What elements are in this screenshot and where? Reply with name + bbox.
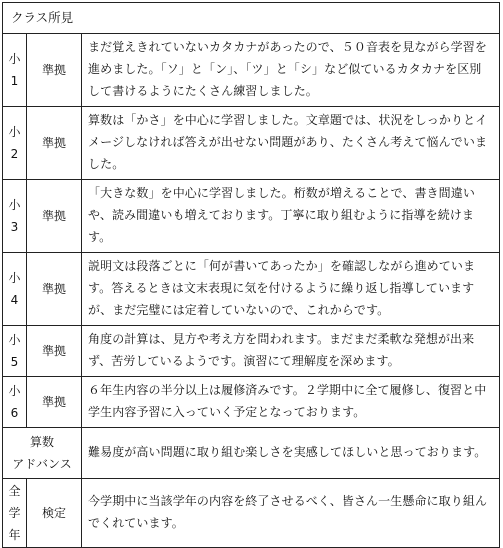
grade-number: 1 [10, 74, 19, 88]
grade-label: 小 [8, 271, 21, 285]
grade-number: 2 [10, 147, 19, 161]
level-cell: 準拠 [27, 34, 82, 107]
comment-cell: まだ覚えきれていないカタカナがあったので、５０音表を見ながら学習を進めました。「ソ」と「ン」、「ツ」と「シ」など似ているカタカナを区別して書けるようにたくさん練習しました。 [82, 34, 500, 107]
level-cell: 準拠 [27, 326, 82, 377]
level-cell: 準拠 [27, 107, 82, 180]
advanced-label-cell [3, 428, 82, 479]
grade-label: 小 [8, 333, 21, 347]
class-observation-table [2, 2, 500, 548]
comment-cell: 算数は「かさ」を中心に学習しました。文章題では、状況をしっかりとイメージしなければ答えが出せない問題があり、たくさん考えて悩んでいました。 [82, 107, 500, 180]
advanced-label-line2: アドバンス [12, 457, 72, 471]
grade-label: 年 [8, 528, 21, 542]
grade-number: 3 [10, 220, 19, 234]
table-title: クラス所見 [3, 3, 500, 34]
grade-number: 6 [10, 406, 19, 420]
level-cell: 準拠 [27, 377, 82, 428]
comment-cell: 難易度が高い問題に取り組む楽しさを実感してほしいと思っております。 [82, 428, 500, 479]
advanced-label-line1: 算数 [29, 435, 54, 449]
comment-cell: 今学期中に当該学年の内容を終了させるべく、皆さん一生懸命に取り組んでくれています。 [82, 479, 500, 548]
grade-number: 4 [10, 293, 19, 307]
table-row-grade-3 [3, 180, 500, 253]
table-row-grade-2 [3, 107, 500, 180]
table-row-grade-5 [3, 326, 500, 377]
grade-label: 小 [8, 125, 21, 139]
level-cell: 準拠 [27, 253, 82, 326]
grade-number: 5 [10, 355, 19, 369]
grade-cell [3, 107, 27, 180]
comment-cell: 「大きな数」を中心に学習しました。桁数が増えることで、書き間違いや、読み間違いも増えております。丁寧に取り組むように指導を続けます。 [82, 180, 500, 253]
table-row-advanced [3, 428, 500, 479]
grade-label: 小 [8, 384, 21, 398]
level-cell: 準拠 [27, 180, 82, 253]
grade-label: 小 [8, 52, 21, 66]
grade-cell [3, 479, 27, 548]
grade-cell [3, 34, 27, 107]
grade-cell [3, 326, 27, 377]
comment-cell: ６年生内容の半分以上は履修済みです。２学期中に全て履修し、復習と中学生内容予習に入っていく予定となっております。 [82, 377, 500, 428]
grade-cell [3, 180, 27, 253]
table-row-grade-1 [3, 34, 500, 107]
comment-cell: 角度の計算は、見方や考え方を問われます。まだまだ柔軟な発想が出来ず、苦労しているようです。演習にて理解度を深めます。 [82, 326, 500, 377]
grade-label: 全 [8, 484, 21, 498]
table-row-grade-6 [3, 377, 500, 428]
grade-cell [3, 377, 27, 428]
level-cell: 検定 [27, 479, 82, 548]
grade-cell [3, 253, 27, 326]
grade-label: 小 [8, 198, 21, 212]
table-row-all-grades [3, 479, 500, 548]
comment-cell: 説明文は段落ごとに「何が書いてあったか」を確認しながら進めています。答えるときは文末表現に気を付けるように繰り返し指導していますが、まだ完璧には定着していないので、これからです。 [82, 253, 500, 326]
table-row-grade-4 [3, 253, 500, 326]
title-row [3, 3, 500, 34]
grade-label: 学 [8, 506, 21, 520]
